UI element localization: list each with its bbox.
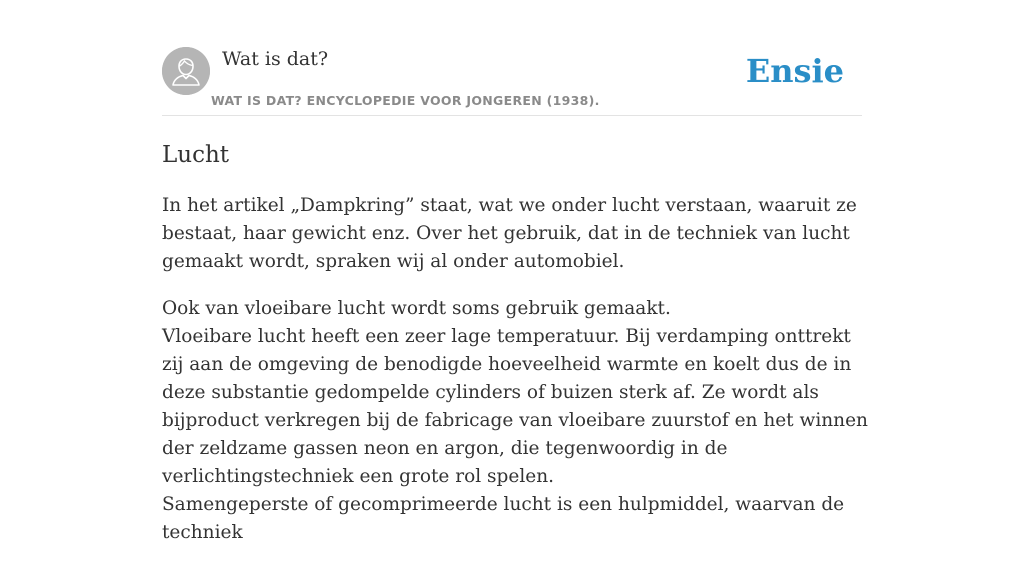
avatar[interactable] bbox=[162, 47, 210, 95]
brand-logo[interactable]: Ensie bbox=[745, 52, 844, 90]
article-paragraph: In het artikel „Dampkring” staat, wat we onder lucht verstaan, waaruit ze bestaat, haar gewicht enz. Over het gebruik, dat in de techniek van lucht gemaakt wordt, spraken wij al onder automobiel. bbox=[162, 195, 857, 272]
article-body bbox=[162, 192, 872, 566]
source-header bbox=[162, 47, 862, 116]
source-subtitle[interactable]: WAT IS DAT? ENCYCLOPEDIE VOOR JONGEREN (1938). bbox=[211, 93, 600, 108]
article-title: Lucht bbox=[162, 142, 230, 168]
article-line: Vloeibare lucht heeft een zeer lage temperatuur. Bij verdamping onttrekt zij aan de omgeving de benodigde hoeveelheid warmte en koelt dus de in deze substantie gedompelde cylinders of buizen sterk af. Ze wordt als bijproduct verkregen bij de fabricage van vloeibare zuurstof en het winnen der zeldzame gassen neon en argon, die tegenwoordig in de verlichtingstechniek een grote rol spelen. bbox=[162, 326, 868, 487]
source-title[interactable]: Wat is dat? bbox=[222, 48, 329, 70]
article-line: Ook van vloeibare lucht wordt soms gebruik gemaakt. bbox=[162, 298, 671, 319]
article-paragraph bbox=[162, 295, 872, 547]
user-silhouette-icon bbox=[162, 47, 210, 95]
article-line: Samengeperste of gecomprimeerde lucht is een hulpmiddel, waarvan de techniek bbox=[162, 494, 845, 543]
